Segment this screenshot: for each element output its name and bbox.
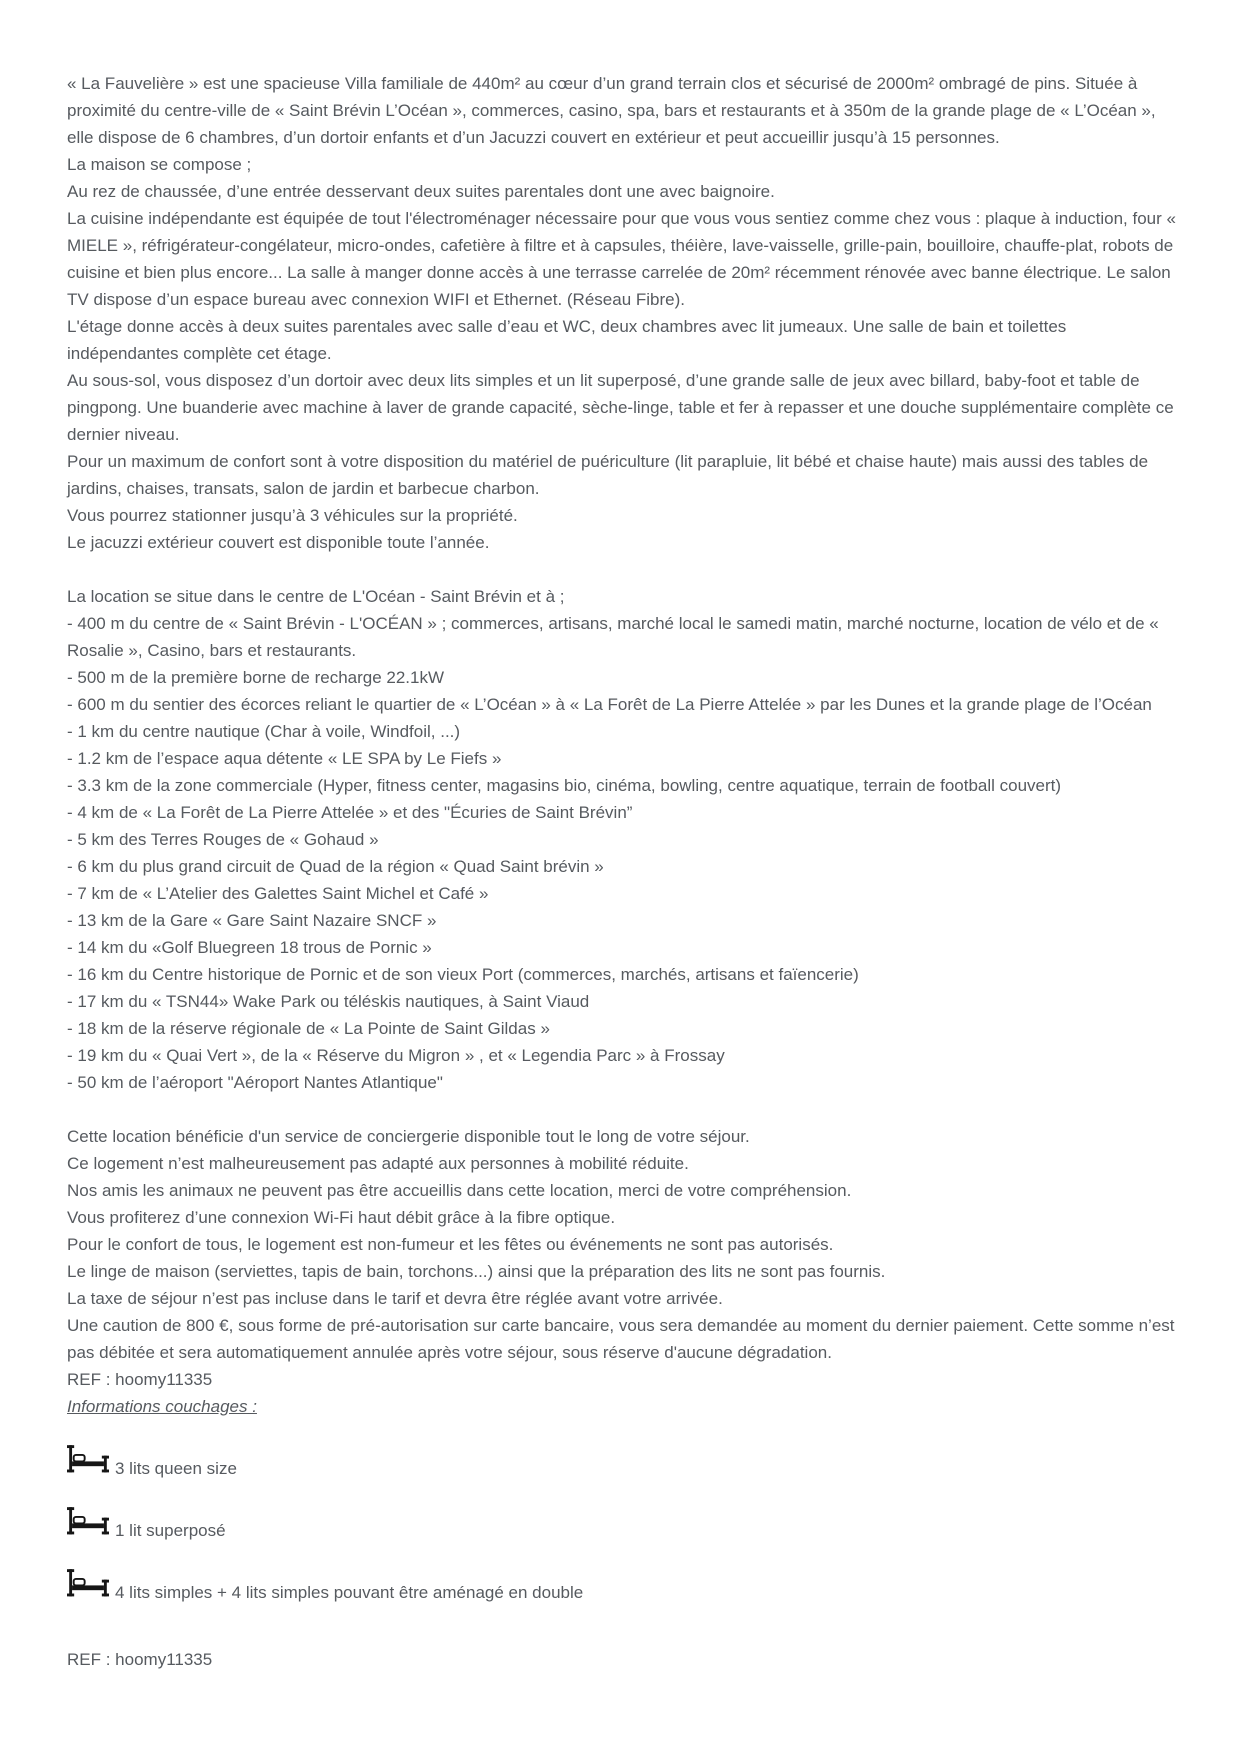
bed-item-label: 4 lits simples + 4 lits simples pouvant être aménagé en double	[115, 1583, 584, 1602]
distance-item: - 6 km du plus grand circuit de Quad de la région « Quad Saint brévin »	[67, 857, 604, 876]
reference-code: REF : hoomy11335	[67, 1650, 213, 1669]
distance-item: - 7 km de « L’Atelier des Galettes Saint Michel et Café »	[67, 884, 489, 903]
conditions-section	[67, 1123, 1177, 1393]
bed-icon	[67, 1445, 109, 1482]
reference-code: REF : hoomy11335	[67, 1370, 213, 1389]
property-description-section	[67, 70, 1177, 556]
distance-item: - 400 m du centre de « Saint Brévin - L'OCÉAN » ; commerces, artisans, marché local le samedi matin, marché nocturne, location de vélo et de « Rosalie », Casino, bars et restaurants.	[67, 614, 1159, 660]
distance-item: - 1 km du centre nautique (Char à voile, Windfoil, ...)	[67, 722, 461, 741]
blank-line	[67, 556, 1177, 583]
description-paragraph: La cuisine indépendante est équipée de tout l'électroménager nécessaire pour que vous vous sentiez comme chez vous : plaque à induction, four « MIELE », réfrigérateur-congélateur, micro-ondes, cafetière à filtre et à capsules, théière, lave-vaisselle, grille-pain, bouilloire, chauffe-plat, robots de cuisine et bien plus encore... La salle à manger donne accès à une terrasse carrelée de 20m² récemment rénovée avec banne électrique. Le salon TV dispose d’un espace bureau avec connexion WIFI et Ethernet. (Réseau Fibre).	[67, 209, 1176, 309]
condition-paragraph: Pour le confort de tous, le logement est non-fumeur et les fêtes ou événements ne sont pas autorisés.	[67, 1235, 834, 1254]
description-paragraph: Au sous-sol, vous disposez d’un dortoir avec deux lits simples et un lit superposé, d’une grande salle de jeux avec billard, baby-foot et table de pingpong. Une buanderie avec machine à laver de grande capacité, sèche-linge, table et fer à repasser et une douche supplémentaire complète ce dernier niveau.	[67, 371, 1174, 444]
distance-item: - 3.3 km de la zone commerciale (Hyper, fitness center, magasins bio, cinéma, bowling, centre aquatique, terrain de football couvert)	[67, 776, 1062, 795]
condition-paragraph: Une caution de 800 €, sous forme de pré-autorisation sur carte bancaire, vous sera demandée au moment du dernier paiement. Cette somme n’est pas débitée et sera automatiquement annulée après votre séjour, sous réserve d'aucune dégradation.	[67, 1316, 1175, 1362]
distance-item: - 18 km de la réserve régionale de « La Pointe de Saint Gildas »	[67, 1019, 550, 1038]
distance-item: - 500 m de la première borne de recharge 22.1kW	[67, 668, 445, 687]
condition-paragraph: Ce logement n’est malheureusement pas adapté aux personnes à mobilité réduite.	[67, 1154, 689, 1173]
description-paragraph: L'étage donne accès à deux suites parentales avec salle d’eau et WC, deux chambres avec lit jumeaux. Une salle de bain et toilettes indépendantes complète cet étage.	[67, 317, 1067, 363]
condition-paragraph: Vous profiterez d’une connexion Wi-Fi haut débit grâce à la fibre optique.	[67, 1208, 616, 1227]
description-paragraph: « La Fauvelière » est une spacieuse Villa familiale de 440m² au cœur d’un grand terrain clos et sécurisé de 2000m² ombragé de pins. Située à proximité du centre-ville de « Saint Brévin L’Océan », commerces, casino, spa, bars et restaurants et à 350m de la grande plage de « L’Océan », elle dispose de 6 chambres, d’un dortoir enfants et d’un Jacuzzi couvert en extérieur et peut accueillir jusqu’à 15 personnes.	[67, 74, 1156, 147]
distance-item: - 17 km du « TSN44» Wake Park ou téléskis nautiques, à Saint Viaud	[67, 992, 590, 1011]
distances-section	[67, 583, 1177, 1096]
sleeping-info-section	[67, 1393, 1177, 1606]
distance-item: - 50 km de l’aéroport "Aéroport Nantes Atlantique"	[67, 1073, 443, 1092]
bed-item-label: 1 lit superposé	[115, 1521, 226, 1540]
condition-paragraph: Cette location bénéficie d'un service de conciergerie disponible tout le long de votre séjour.	[67, 1127, 750, 1146]
bed-icon	[67, 1507, 109, 1544]
distance-item: - 600 m du sentier des écorces reliant le quartier de « L’Océan » à « La Forêt de La Pierre Attelée » par les Dunes et la grande plage de l’Océan	[67, 695, 1152, 714]
bed-item-singles	[67, 1569, 1177, 1606]
bed-icon	[67, 1569, 109, 1606]
distance-item: - 14 km du «Golf Bluegreen 18 trous de Pornic »	[67, 938, 432, 957]
bed-item-queen	[67, 1445, 1177, 1482]
bed-item-bunk	[67, 1507, 1177, 1544]
description-paragraph: Vous pourrez stationner jusqu’à 3 véhicules sur la propriété.	[67, 506, 518, 525]
description-paragraph: Le jacuzzi extérieur couvert est disponible toute l’année.	[67, 533, 490, 552]
condition-paragraph: Nos amis les animaux ne peuvent pas être accueillis dans cette location, merci de votre compréhension.	[67, 1181, 852, 1200]
distances-intro: La location se situe dans le centre de L'Océan - Saint Brévin et à ;	[67, 587, 565, 606]
distance-item: - 16 km du Centre historique de Pornic et de son vieux Port (commerces, marchés, artisans et faïencerie)	[67, 965, 859, 984]
blank-line	[67, 1096, 1177, 1123]
listing-description-document	[67, 70, 1177, 1673]
distance-item: - 1.2 km de l’espace aqua détente « LE SPA by Le Fiefs »	[67, 749, 502, 768]
distance-item: - 13 km de la Gare « Gare Saint Nazaire SNCF »	[67, 911, 437, 930]
sleeping-info-heading: Informations couchages :	[67, 1397, 257, 1416]
description-paragraph: Au rez de chaussée, d’une entrée desservant deux suites parentales dont une avec baignoire.	[67, 182, 775, 201]
bed-item-label: 3 lits queen size	[115, 1459, 237, 1478]
condition-paragraph: La taxe de séjour n’est pas incluse dans le tarif et devra être réglée avant votre arrivée.	[67, 1289, 723, 1308]
description-paragraph: La maison se compose ;	[67, 155, 252, 174]
description-paragraph: Pour un maximum de confort sont à votre disposition du matériel de puériculture (lit parapluie, lit bébé et chaise haute) mais aussi des tables de jardins, chaises, transats, salon de jardin et barbecue charbon.	[67, 452, 1149, 498]
distance-item: - 4 km de « La Forêt de La Pierre Attelée » et des "Écuries de Saint Brévin”	[67, 803, 633, 822]
condition-paragraph: Le linge de maison (serviettes, tapis de bain, torchons...) ainsi que la préparation des lits ne sont pas fournis.	[67, 1262, 886, 1281]
distance-item: - 19 km du « Quai Vert », de la « Réserve du Migron » , et « Legendia Parc » à Frossay	[67, 1046, 725, 1065]
distance-item: - 5 km des Terres Rouges de « Gohaud »	[67, 830, 379, 849]
